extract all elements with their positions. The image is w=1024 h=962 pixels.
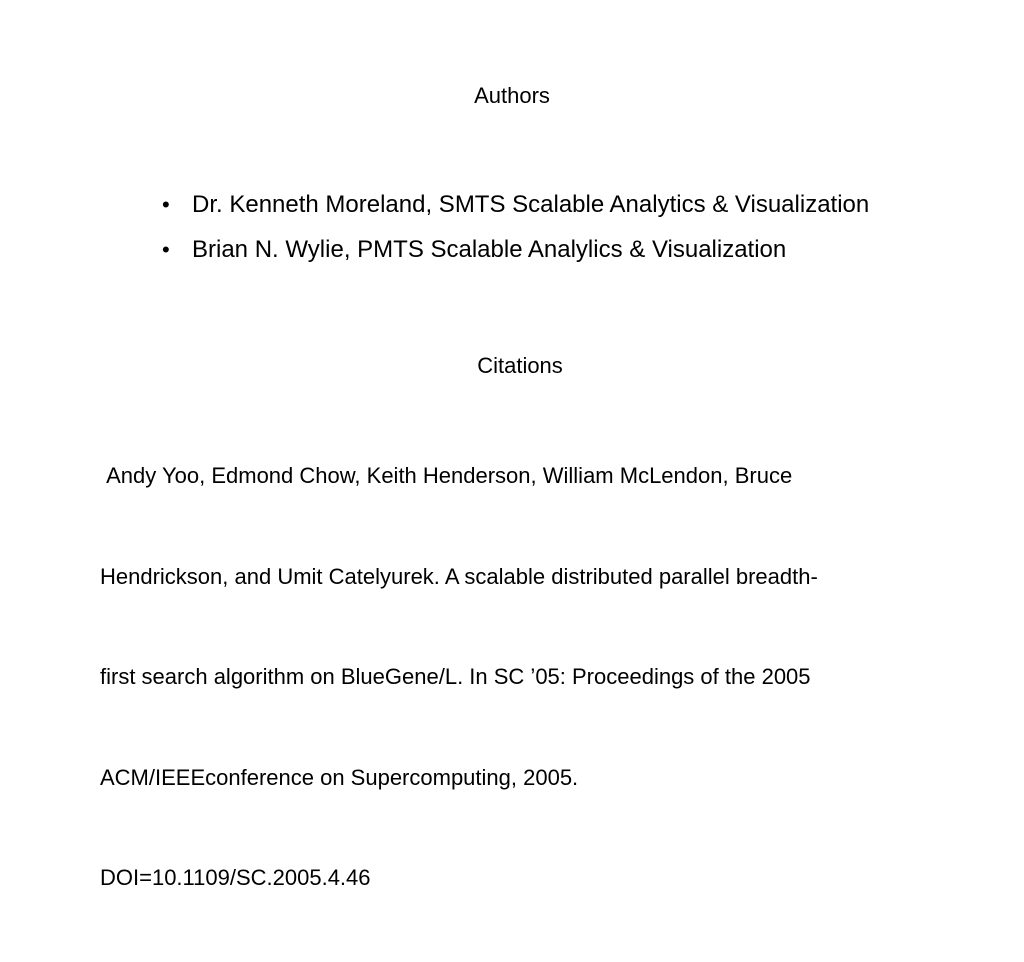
author-item [162, 231, 902, 268]
citations-heading: Citations [477, 353, 563, 378]
citation-line: DOI=10.1109/SC.2005.4.46 [100, 865, 371, 890]
authors-heading: Authors [474, 83, 550, 108]
citation-line: Andy Yoo, Edmond Chow, Keith Henderson, William McLendon, Bruce [100, 463, 793, 488]
author-label: Brian N. Wylie, PMTS Scalable Analylics & Visualization [192, 236, 787, 263]
citation-line: first search algorithm on BlueGene/L. In SC ’05: Proceedings of the 2005 [100, 664, 811, 689]
citation-line: ACM/IEEEconference on Supercomputing, 2005. [100, 764, 579, 790]
bullet-icon: • [162, 237, 170, 262]
citation-line: Hendrickson, and Umit Catelyurek. A scalable distributed parallel breadth- [100, 563, 818, 589]
author-list [162, 186, 902, 276]
bullet-icon: • [162, 192, 170, 217]
citation-text [100, 392, 980, 962]
author-label: Dr. Kenneth Moreland, SMTS Scalable Analytics & Visualization [192, 191, 870, 218]
author-item [162, 186, 902, 223]
